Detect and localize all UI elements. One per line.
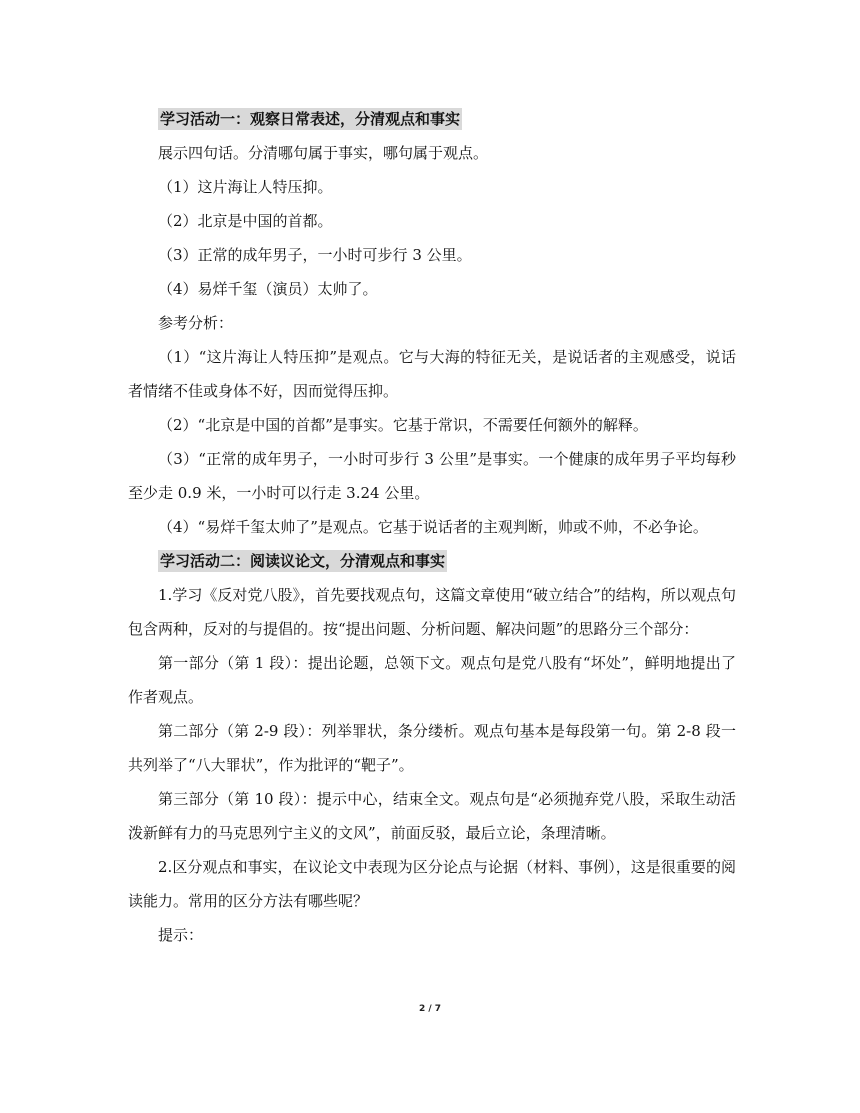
hint-label: 提示： (158, 926, 204, 944)
activity1-intro: 展示四句话。分清哪句属于事实，哪句属于观点。 (158, 144, 489, 162)
activity1-heading-text: 学习活动一：观察日常表述，分清观点和事实 (160, 110, 461, 128)
part-3-paragraph: 第三部分（第 10 段）：提示中心，结束全文。观点句是“必须抛弃党八股，采取生动活泼新鲜有力的马克思列宁主义的文风”，前面反驳，最后立论，条理清晰。 (128, 790, 736, 842)
activity2-paragraph-2: 2.区分观点和事实，在议论文中表现为区分论点与论据（材料、事例），这是很重要的阅读能力。常用的区分方法有哪些呢？ (128, 858, 736, 910)
activity2-heading (128, 544, 736, 578)
activity2-paragraph-1: 1.学习《反对党八股》，首先要找观点句，这篇文章使用“破立结合”的结构，所以观点句包含两种，反对的与提倡的。按“提出问题、分析问题、解决问题”的思路分三个部分： (128, 586, 736, 638)
document-body (128, 102, 736, 952)
analysis-4: （4）“易烊千玺太帅了”是观点。它基于说话者的主观判断，帅或不帅，不必争论。 (158, 518, 708, 536)
sentence-2: （2）北京是中国的首都。 (158, 212, 333, 230)
analysis-label: 参考分析： (158, 314, 234, 332)
sentence-4: （4）易烊千玺（演员）太帅了。 (158, 280, 378, 298)
activity2-heading-text: 学习活动二：阅读议论文，分清观点和事实 (160, 552, 446, 570)
activity1-heading (128, 102, 736, 136)
sentence-1: （1）这片海让人特压抑。 (158, 178, 333, 196)
analysis-1: （1）“这片海让人特压抑”是观点。它与大海的特征无关，是说话者的主观感受，说话者情绪不佳或身体不好，因而觉得压抑。 (128, 348, 736, 400)
part-2-paragraph: 第二部分（第 2-9 段）：列举罪状，条分缕析。观点句基本是每段第一句。第 2-8 段一共列举了“八大罪状”，作为批评的“靶子”。 (128, 722, 736, 774)
analysis-2: （2）“北京是中国的首都”是事实。它基于常识，不需要任何额外的解释。 (158, 416, 648, 434)
analysis-3: （3）“正常的成年男子，一小时可步行 3 公里”是事实。一个健康的成年男子平均每秒至少走 0.9 米，一小时可以行走 3.24 公里。 (128, 450, 736, 502)
part-1-paragraph: 第一部分（第 1 段）：提出论题，总领下文。观点句是党八股有“坏处”，鲜明地提出了作者观点。 (128, 654, 736, 706)
page-number: 2 / 7 (418, 1004, 442, 1014)
sentence-3: （3）正常的成年男子，一小时可步行 3 公里。 (158, 246, 472, 264)
